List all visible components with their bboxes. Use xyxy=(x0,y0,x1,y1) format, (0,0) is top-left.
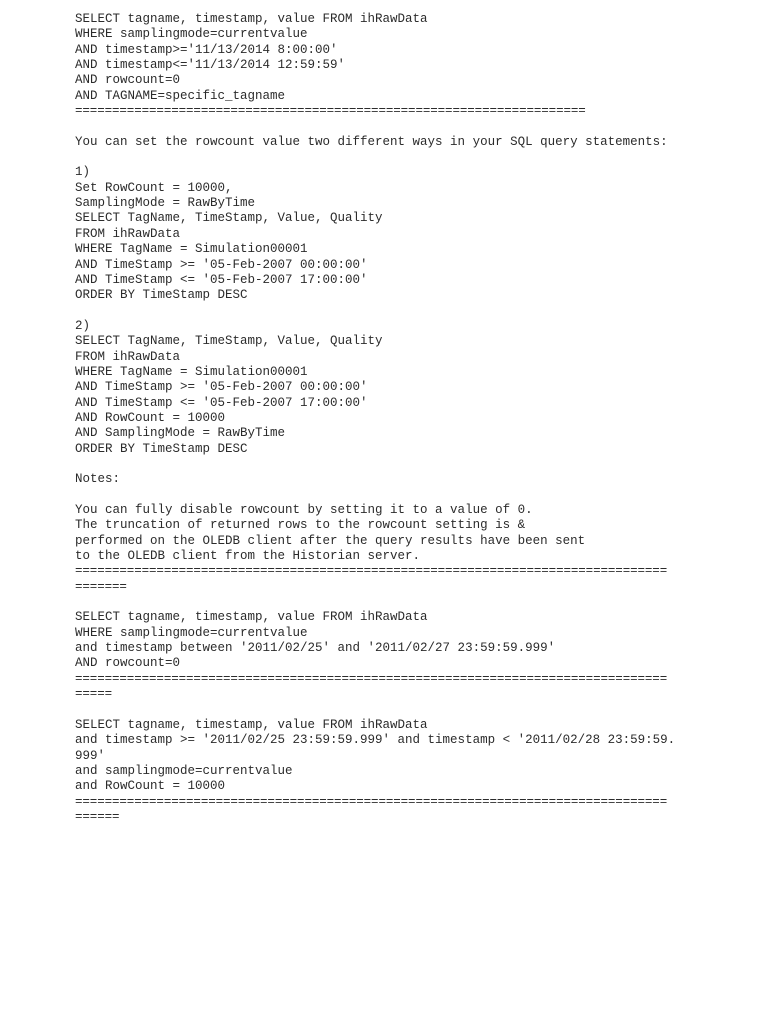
text-line: AND SamplingMode = RawByTime xyxy=(75,426,286,441)
text-line: AND RowCount = 10000 xyxy=(75,410,226,425)
text-line: SamplingMode = RawByTime xyxy=(75,196,256,211)
text-line: WHERE TagName = Simulation00001 xyxy=(75,242,308,257)
text-line: 1) xyxy=(75,165,91,180)
blank-line xyxy=(75,119,755,134)
text-line: AND timestamp>='11/13/2014 8:00:00' xyxy=(75,42,338,57)
text-line: You can set the rowcount value two different ways in your SQL query statements: xyxy=(75,134,668,149)
blank-line xyxy=(75,150,755,165)
blank-line xyxy=(75,595,755,610)
text-line: and RowCount = 10000 xyxy=(75,779,226,794)
text-line: ORDER BY TimeStamp DESC xyxy=(75,441,248,456)
blank-line xyxy=(75,457,755,472)
separator-rule: ================================================================================ xyxy=(75,794,668,809)
text-line: You can fully disable rowcount by setting it to a value of 0. xyxy=(75,503,533,517)
text-line: AND rowcount=0 xyxy=(75,73,181,88)
text-line: AND TAGNAME=specific_tagname xyxy=(75,88,286,103)
separator-rule: ===== xyxy=(75,687,113,702)
separator-rule: ===================================================================== xyxy=(75,104,586,119)
text-line: AND TimeStamp <= '05-Feb-2007 17:00:00' xyxy=(75,272,368,287)
text-line: to the OLEDB client from the Historian server. xyxy=(75,549,421,564)
separator-rule: ====== xyxy=(75,809,120,824)
document-body xyxy=(75,12,755,825)
text-line: SELECT TagName, TimeStamp, Value, Quality xyxy=(75,334,383,349)
text-line: SELECT tagname, timestamp, value FROM ihRawData xyxy=(75,610,428,625)
separator-rule: ================================================================================ xyxy=(75,564,668,579)
text-line: AND TimeStamp >= '05-Feb-2007 00:00:00' xyxy=(75,257,368,272)
text-line: and samplingmode=currentvalue xyxy=(75,763,293,778)
text-line: 999' xyxy=(75,748,106,763)
text-line: WHERE samplingmode=currentvalue xyxy=(75,27,308,42)
text-line: SELECT tagname, timestamp, value FROM ihRawData xyxy=(75,12,428,26)
text-line: The truncation of returned rows to the rowcount setting is & xyxy=(75,518,526,533)
text-line: performed on the OLEDB client after the query results have been sent xyxy=(75,533,586,548)
blank-line xyxy=(75,702,755,717)
text-line: AND TimeStamp <= '05-Feb-2007 17:00:00' xyxy=(75,395,368,410)
text-line: and timestamp >= '2011/02/25 23:59:59.999' and timestamp < '2011/02/28 23:59:59. xyxy=(75,733,676,748)
text-line: FROM ihRawData xyxy=(75,349,181,364)
text-line: ORDER BY TimeStamp DESC xyxy=(75,288,248,303)
text-line: 2) xyxy=(75,318,91,333)
text-line: SELECT TagName, TimeStamp, Value, Quality xyxy=(75,211,383,226)
text-line: WHERE TagName = Simulation00001 xyxy=(75,364,308,379)
separator-rule: ======= xyxy=(75,579,127,594)
blank-line xyxy=(75,488,755,503)
text-line: and timestamp between '2011/02/25' and '2011/02/27 23:59:59.999' xyxy=(75,641,556,656)
text-line: WHERE samplingmode=currentvalue xyxy=(75,625,308,640)
blank-line xyxy=(75,304,755,319)
text-line: Notes: xyxy=(75,472,121,487)
text-line: AND TimeStamp >= '05-Feb-2007 00:00:00' xyxy=(75,380,368,395)
text-line: FROM ihRawData xyxy=(75,226,181,241)
text-line: AND timestamp<='11/13/2014 12:59:59' xyxy=(75,58,346,73)
separator-rule: ================================================================================ xyxy=(75,671,668,686)
text-line: AND rowcount=0 xyxy=(75,656,181,671)
text-line: Set RowCount = 10000, xyxy=(75,180,233,195)
text-line: SELECT tagname, timestamp, value FROM ihRawData xyxy=(75,717,428,732)
